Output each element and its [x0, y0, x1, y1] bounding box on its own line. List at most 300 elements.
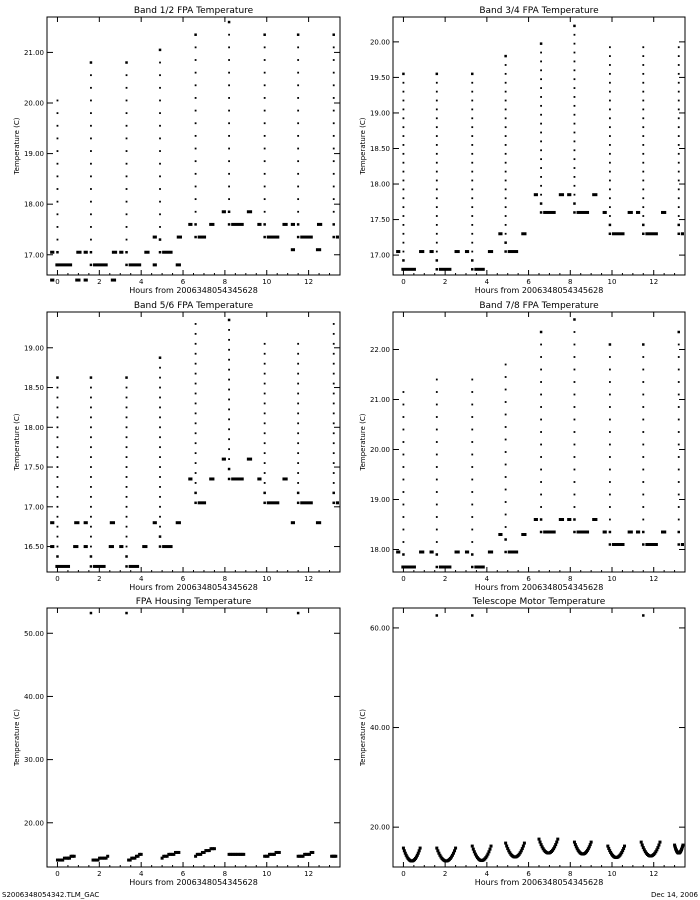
data-point [57, 239, 59, 241]
data-point [333, 148, 335, 150]
data-point [159, 446, 161, 448]
data-run [209, 477, 214, 480]
data-point [264, 97, 266, 99]
data-point [540, 167, 542, 169]
data-point [333, 122, 335, 124]
data-point [540, 356, 542, 358]
data-point [195, 432, 197, 434]
data-point [609, 531, 612, 534]
data-point [574, 167, 576, 169]
data-point [228, 21, 231, 24]
data-point [264, 46, 266, 48]
data-point [228, 349, 230, 351]
data-run [592, 518, 597, 521]
data-point [90, 526, 92, 528]
data-point [90, 536, 92, 538]
data-point [194, 502, 197, 505]
y-tick-label: 30.00 [23, 756, 44, 765]
data-point [505, 224, 507, 226]
data-point [471, 82, 473, 84]
data-point [574, 456, 576, 458]
data-point [297, 452, 299, 454]
data-point [140, 853, 143, 856]
data-point [609, 197, 611, 199]
data-point [333, 160, 335, 162]
data-point [436, 541, 438, 543]
data-point [678, 206, 680, 208]
data-point [609, 91, 611, 93]
data-point [57, 163, 59, 165]
data-point [471, 171, 473, 173]
data-point [126, 436, 128, 438]
data-point [333, 383, 335, 385]
data-point [297, 72, 299, 74]
data-point [436, 259, 439, 262]
plot-panel-6 [359, 597, 685, 887]
data-point [334, 855, 337, 858]
data-point [194, 236, 197, 239]
data-point [403, 91, 405, 93]
data-point [505, 489, 507, 491]
data-point [677, 331, 680, 334]
data-point [574, 114, 576, 116]
x-axis-label: Hours from 2006348054345628 [474, 583, 604, 592]
data-point [228, 359, 230, 361]
data-point [297, 363, 299, 365]
data-run [661, 531, 666, 534]
data-point [540, 406, 542, 408]
data-point [297, 492, 300, 495]
data-point [642, 126, 644, 128]
plot-title: Band 7/8 FPA Temperature [479, 301, 599, 311]
data-point [297, 84, 299, 86]
data-point [194, 492, 197, 495]
data-point [90, 546, 92, 548]
data-point [642, 469, 644, 471]
data-point [678, 100, 680, 102]
plot-title: Telescope Motor Temperature [472, 597, 606, 607]
data-point [195, 59, 197, 61]
data-point [677, 233, 680, 236]
data-point [403, 188, 405, 190]
data-point [471, 614, 474, 617]
data-run [291, 521, 295, 524]
data-point [125, 565, 128, 568]
data-point [195, 84, 197, 86]
data-point [609, 431, 611, 433]
data-point [678, 494, 680, 496]
data-run [559, 193, 564, 196]
data-point [195, 403, 197, 405]
x-tick-label: 2 [442, 278, 448, 286]
data-point [678, 469, 680, 471]
data-point [57, 138, 59, 140]
data-point [471, 100, 473, 102]
data-run [603, 211, 607, 214]
data-run [396, 551, 400, 554]
data-point [540, 132, 542, 134]
data-point [540, 52, 542, 54]
data-point [436, 144, 438, 146]
data-point [242, 853, 245, 856]
data-point [195, 148, 197, 150]
data-run [50, 279, 54, 282]
y-tick-label: 19.00 [369, 496, 390, 504]
data-point [57, 201, 59, 203]
data-run [153, 521, 157, 524]
data-point [540, 381, 542, 383]
y-tick-label: 20.00 [23, 819, 44, 828]
data-point [126, 397, 128, 399]
data-point [471, 454, 473, 456]
data-run [465, 250, 469, 253]
data-point [126, 387, 128, 389]
data-point [159, 476, 161, 478]
data-run [645, 232, 658, 235]
data-point [677, 224, 680, 227]
data-point [609, 343, 612, 346]
data-point [678, 144, 680, 146]
data-point [297, 422, 299, 424]
data-point [574, 132, 576, 134]
data-point [505, 501, 507, 503]
data-point [521, 847, 524, 850]
data-point [436, 391, 438, 393]
data-run [50, 545, 54, 548]
plot-title: FPA Housing Temperature [135, 597, 252, 607]
data-point [333, 173, 335, 175]
data-point [57, 100, 59, 102]
data-point [264, 186, 266, 188]
y-axis-label: Temperature (C) [13, 709, 21, 766]
y-axis-label: Temperature (C) [13, 117, 21, 175]
data-point [609, 381, 611, 383]
data-run [267, 236, 280, 239]
data-point [471, 259, 474, 262]
data-point [656, 846, 659, 849]
data-run [129, 565, 139, 568]
data-point [574, 344, 576, 346]
data-point [159, 62, 161, 64]
data-point [57, 416, 59, 418]
data-point [505, 91, 507, 93]
data-point [403, 224, 405, 226]
data-point [90, 612, 93, 615]
data-point [73, 855, 76, 858]
data-point [522, 845, 525, 848]
data-point [333, 135, 335, 137]
data-point [333, 46, 335, 48]
data-point [195, 97, 197, 99]
data-point [609, 356, 611, 358]
data-point [678, 188, 680, 190]
data-point [540, 494, 542, 496]
data-point [90, 264, 93, 267]
data-run [681, 543, 684, 546]
data-point [642, 614, 645, 617]
data-run [401, 566, 416, 569]
data-point [126, 466, 128, 468]
data-point [90, 251, 93, 254]
data-point [159, 356, 162, 359]
data-run [231, 223, 244, 226]
data-point [436, 529, 438, 531]
data-run [577, 531, 590, 534]
data-point [195, 363, 197, 365]
data-point [195, 452, 197, 454]
data-run [474, 268, 484, 271]
data-point [642, 55, 644, 57]
data-point [419, 847, 422, 850]
data-point [505, 135, 507, 137]
data-point [195, 135, 197, 137]
data-run [55, 263, 72, 266]
data-point [436, 233, 438, 235]
data-point [228, 478, 231, 481]
data-run [645, 543, 658, 546]
data-point [555, 841, 558, 844]
data-point [657, 844, 660, 847]
data-run [129, 263, 142, 266]
data-point [678, 456, 680, 458]
data-point [228, 148, 230, 150]
data-point [159, 456, 161, 458]
data-point [264, 173, 266, 175]
x-tick-label: 0 [55, 278, 60, 286]
data-point [540, 78, 542, 80]
data-point [403, 197, 405, 199]
data-point [228, 389, 230, 391]
data-point [540, 481, 542, 483]
data-point [471, 491, 473, 493]
data-point [125, 61, 128, 64]
y-tick-label: 18.50 [369, 144, 390, 153]
data-point [609, 162, 611, 164]
data-point [609, 206, 611, 208]
data-point [471, 541, 473, 543]
data-point [504, 250, 507, 253]
data-point [436, 416, 438, 418]
data-point [574, 61, 576, 63]
data-run [521, 533, 526, 536]
data-point [195, 442, 197, 444]
data-point [195, 353, 197, 355]
data-point [403, 153, 405, 155]
data-point [642, 369, 644, 371]
data-run [267, 501, 280, 504]
x-tick-label: 2 [97, 870, 102, 878]
data-point [333, 393, 335, 395]
data-point [574, 185, 576, 187]
plot-panel-5 [13, 597, 340, 887]
data-point [678, 135, 680, 137]
data-point [471, 553, 474, 556]
data-point [264, 403, 266, 405]
plot-title: Band 3/4 FPA Temperature [479, 6, 599, 16]
data-point [436, 441, 438, 443]
x-tick-label: 6 [180, 575, 186, 583]
data-point [436, 466, 438, 468]
data-point [471, 180, 473, 182]
data-point [159, 466, 161, 468]
data-run [109, 545, 114, 548]
data-point [278, 851, 281, 854]
data-run [498, 232, 502, 235]
data-point [126, 496, 128, 498]
x-tick-label: 12 [304, 278, 314, 286]
data-point [505, 126, 507, 128]
data-point [159, 535, 162, 538]
data-point [609, 233, 612, 236]
data-point [504, 241, 507, 244]
data-point [228, 339, 230, 341]
data-point [159, 125, 161, 127]
data-point [642, 108, 644, 110]
data-point [126, 74, 128, 76]
data-point [195, 110, 197, 112]
data-point [609, 188, 611, 190]
data-run [661, 211, 666, 214]
data-point [574, 158, 576, 160]
data-point [228, 438, 230, 440]
data-point [574, 506, 576, 508]
data-run [419, 551, 424, 554]
data-point [471, 126, 473, 128]
data-point [436, 379, 438, 381]
data-point [609, 126, 611, 128]
data-point [573, 318, 576, 321]
data-point [540, 149, 542, 151]
data-point [333, 363, 335, 365]
data-point [159, 526, 161, 528]
data-point [642, 224, 645, 227]
data-point [556, 838, 559, 841]
data-point [574, 331, 576, 333]
data-point [642, 73, 644, 75]
data-point [540, 444, 542, 446]
data-point [538, 838, 541, 841]
data-point [471, 391, 473, 393]
data-point [263, 236, 266, 239]
data-point [505, 180, 507, 182]
data-point [57, 125, 59, 127]
data-point [90, 476, 92, 478]
plot-panel-2 [359, 6, 685, 295]
data-point [642, 197, 644, 199]
data-point [435, 847, 438, 850]
data-point [678, 394, 680, 396]
data-point [263, 33, 266, 36]
data-point [90, 112, 92, 114]
data-run [55, 565, 70, 568]
y-tick-label: 60.00 [369, 624, 390, 633]
y-tick-label: 19.50 [369, 73, 390, 82]
data-point [471, 153, 473, 155]
data-point [609, 171, 611, 173]
data-point [402, 553, 405, 556]
y-axis-label: Temperature (C) [359, 413, 367, 471]
data-point [540, 211, 543, 214]
data-point [263, 223, 266, 226]
data-point [57, 426, 59, 428]
data-point [264, 72, 266, 74]
data-point [505, 451, 507, 453]
data-point [505, 100, 507, 102]
data-point [540, 344, 542, 346]
x-tick-label: 12 [649, 575, 659, 583]
data-point [194, 33, 197, 36]
data-point [57, 516, 59, 518]
data-point [90, 436, 92, 438]
data-point [403, 144, 405, 146]
data-point [505, 845, 508, 848]
data-point [297, 393, 299, 395]
data-run [247, 210, 252, 213]
data-point [574, 394, 576, 396]
data-point [264, 452, 266, 454]
data-run [119, 545, 123, 548]
data-point [297, 223, 300, 226]
data-point [159, 87, 161, 89]
data-point [333, 412, 335, 414]
data-run [439, 566, 452, 569]
data-run [93, 263, 108, 266]
data-run [317, 223, 322, 226]
data-point [403, 391, 405, 393]
data-point [540, 531, 543, 534]
data-point [125, 264, 128, 267]
data-point [505, 526, 507, 528]
data-point [403, 100, 405, 102]
data-point [57, 526, 59, 528]
data-point [332, 223, 335, 226]
data-point [228, 399, 230, 401]
data-point [297, 173, 299, 175]
data-point [436, 162, 438, 164]
data-point [436, 242, 438, 244]
data-point [505, 364, 507, 366]
data-point [403, 242, 405, 244]
data-run [455, 250, 460, 253]
data-point [264, 393, 266, 395]
data-point [403, 516, 405, 518]
data-point [505, 464, 507, 466]
plot-frame [393, 608, 685, 867]
data-point [297, 502, 300, 505]
data-point [574, 481, 576, 483]
data-point [195, 323, 197, 325]
data-point [228, 173, 230, 175]
data-point [436, 135, 438, 137]
data-point [90, 516, 92, 518]
data-point [642, 444, 644, 446]
data-point [403, 126, 405, 128]
data-point [57, 486, 59, 488]
data-run [636, 211, 640, 214]
data-run [430, 250, 434, 253]
x-tick-label: 8 [568, 278, 573, 286]
data-point [403, 541, 405, 543]
data-point [678, 519, 680, 521]
data-point [677, 531, 680, 534]
data-run [177, 236, 182, 239]
data-point [658, 841, 661, 844]
data-point [678, 82, 680, 84]
data-point [297, 135, 299, 137]
x-axis-label: Hours from 2006348054345628 [129, 878, 258, 887]
data-point [609, 456, 611, 458]
x-tick-label: 2 [97, 575, 102, 583]
